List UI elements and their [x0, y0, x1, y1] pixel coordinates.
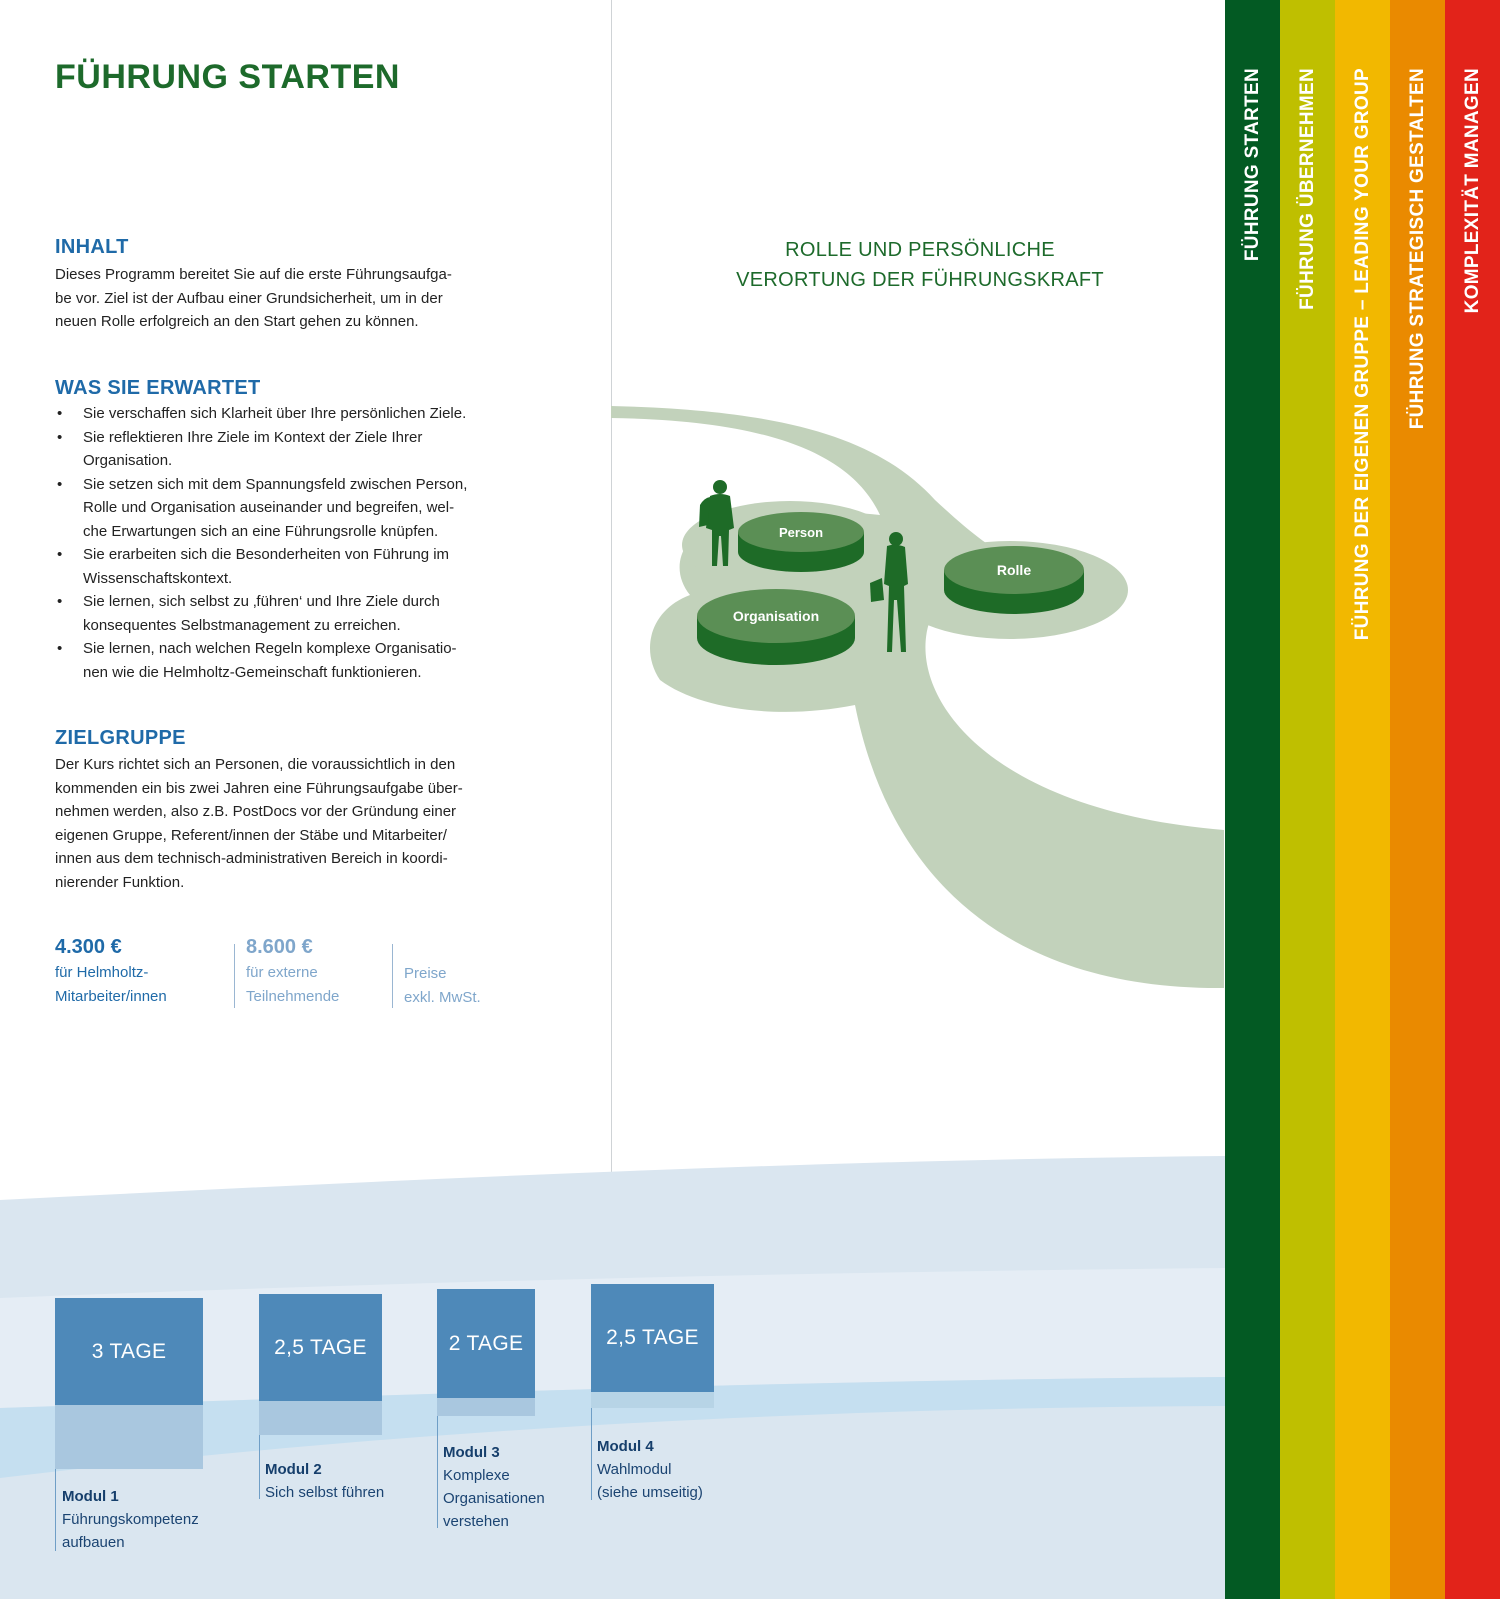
erwartet-heading: WAS SIE ERWARTET	[55, 377, 261, 399]
price-internal: 4.300 € für Helmholtz- Mitarbeiter/innen	[55, 936, 167, 1005]
price-internal-amount: 4.300 €	[55, 936, 122, 958]
module-1-shadow	[55, 1405, 203, 1469]
list-item: • Sie reflektieren Ihre Ziele im Kontext der Ziele Ihrer Organisation.	[55, 426, 495, 473]
module-2-line	[259, 1435, 260, 1499]
side-bar-label: FÜHRUNG STRATEGISCH GESTALTEN	[1406, 68, 1428, 430]
disk-label-rolle: Rolle	[996, 562, 1032, 578]
side-bar-label: FÜHRUNG DER EIGENEN GRUPPE – LEADING YOUR GROUP	[1351, 68, 1373, 641]
side-bar-fuehrung-starten[interactable]	[1225, 0, 1280, 1599]
side-bar-label: FÜHRUNG ÜBERNEHMEN	[1296, 68, 1318, 310]
module-4-duration: 2,5 TAGE	[591, 1284, 714, 1392]
page-title: FÜHRUNG STARTEN	[55, 58, 400, 96]
module-1-line	[55, 1469, 56, 1551]
module-1-duration: 3 TAGE	[55, 1298, 203, 1405]
inhalt-heading: INHALT	[55, 236, 129, 258]
side-bar-strategisch-gestalten[interactable]	[1390, 0, 1445, 1599]
disk-organisation	[697, 589, 855, 665]
side-bar-leading-your-group[interactable]	[1335, 0, 1390, 1599]
module-3-duration: 2 TAGE	[437, 1289, 535, 1398]
module-2-shadow	[259, 1401, 382, 1435]
list-item: • Sie lernen, sich selbst zu ‚führen‘ und Ihre Ziele durch konsequentes Selbstmanagement zu erreichen.	[55, 590, 495, 637]
side-bar-fuehrung-uebernehmen[interactable]	[1280, 0, 1335, 1599]
disk-rolle	[944, 546, 1084, 614]
zielgruppe-text: Der Kurs richtet sich an Personen, die voraussichtlich in den kommenden ein bis zwei Jahren eine Führungsaufgabe über- nehmen werden, also z.B. PostDocs vor der Gründung einer eigenen Gruppe, Referent/innen der Stäbe und Mitarbeiter/ innen aus dem technisch-administrativen Bereich in koordi- nierender Funktion.	[55, 756, 463, 891]
module-3-line	[437, 1416, 438, 1528]
zielgruppe-heading: ZIELGRUPPE	[55, 727, 186, 749]
list-item: • Sie setzen sich mit dem Spannungsfeld zwischen Person, Rolle und Organisation auseinander und begreifen, wel- che Erwartungen sich an eine Führungsrolle knüpfen.	[55, 473, 495, 544]
price-note: Preise exkl. MwSt.	[404, 965, 481, 1006]
list-item: • Sie erarbeiten sich die Besonderheiten von Führung im Wissenschaftskontext.	[55, 543, 495, 590]
module-2-info: Modul 2 Sich selbst führen	[265, 1461, 385, 1501]
list-item: • Sie verschaffen sich Klarheit über Ihre persönlichen Ziele.	[55, 402, 495, 426]
diagram-title: ROLLE UND PERSÖNLICHE VERORTUNG DER FÜHRUNGSKRAFT	[736, 239, 1104, 291]
list-item: • Sie lernen, nach welchen Regeln komplexe Organisatio- nen wie die Helmholtz-Gemeinschaft funktionieren.	[55, 637, 495, 684]
module-2-duration: 2,5 TAGE	[259, 1294, 382, 1401]
module-4-shadow	[591, 1392, 714, 1408]
side-bar-label: FÜHRUNG STARTEN	[1241, 68, 1263, 262]
module-1-info: Modul 1 Führungskompetenz aufbauen	[62, 1488, 199, 1551]
disk-person	[738, 512, 864, 572]
disk-label-person: Person	[778, 525, 824, 540]
module-3-info: Modul 3 Komplexe Organisationen verstehen	[443, 1444, 545, 1530]
inhalt-line: be vor. Ziel ist der Aufbau einer Grundsicherheit, um in der	[55, 289, 443, 307]
diagram-path-band	[611, 406, 1224, 988]
side-bar-komplexitaet-managen[interactable]	[1445, 0, 1500, 1599]
inhalt-line: neuen Rolle erfolgreich an den Start gehen zu können.	[55, 313, 419, 330]
price-external: 8.600 € für externe Teilnehmende	[246, 936, 340, 1005]
side-bar-label: KOMPLEXITÄT MANAGEN	[1461, 68, 1483, 314]
module-4-line	[591, 1408, 592, 1500]
module-3-shadow	[437, 1398, 535, 1416]
price-external-amount: 8.600 €	[246, 936, 313, 958]
module-4-info: Modul 4 Wahlmodul (siehe umseitig)	[597, 1438, 703, 1501]
inhalt-line: Dieses Programm bereitet Sie auf die erste Führungsaufga-	[55, 266, 452, 283]
disk-label-organisation: Organisation	[732, 608, 820, 624]
